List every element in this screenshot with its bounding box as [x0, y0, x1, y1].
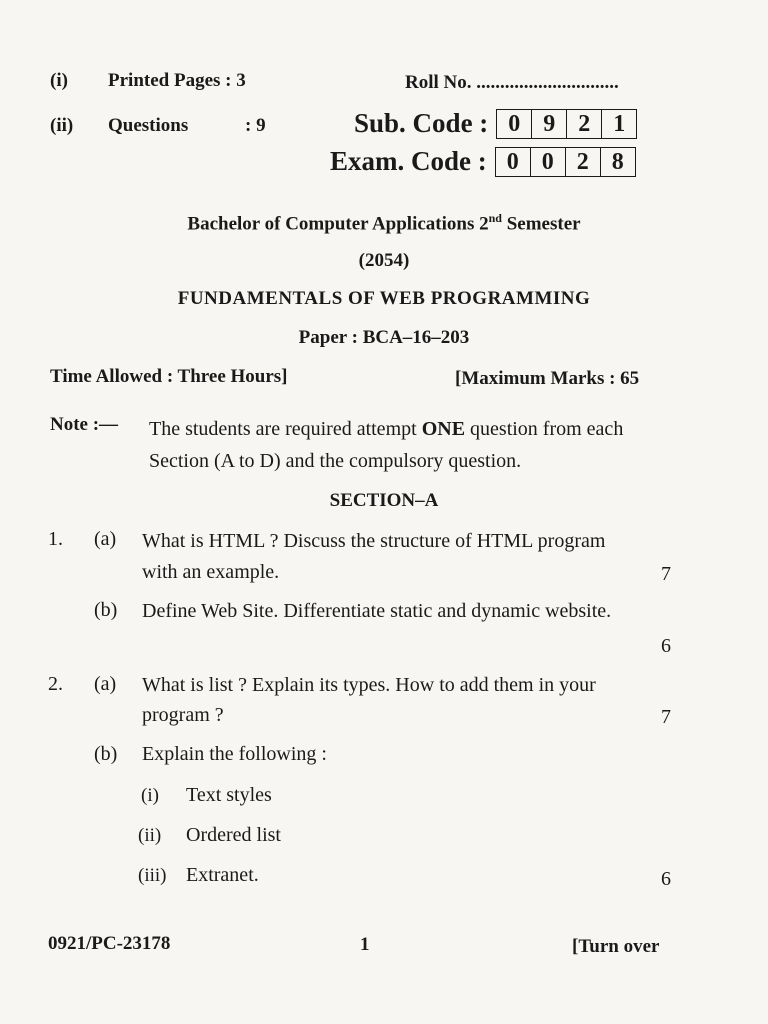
roll-no: Roll No. .............................. — [405, 72, 619, 93]
q1a-label: (a) — [94, 528, 117, 550]
footer-code: 0921/PC-23178 — [48, 933, 171, 954]
q2b-label: (b) — [94, 743, 118, 765]
sub-code-digit: 9 — [532, 110, 567, 138]
course-title: FUNDAMENTALS OF WEB PROGRAMMING — [177, 288, 591, 309]
exam-code-digit: 0 — [496, 148, 531, 176]
q2b-item-1-num: (i) — [141, 785, 159, 806]
note-text-bold: ONE — [421, 418, 466, 440]
q2b-item-3-num: (iii) — [138, 865, 167, 886]
q2b-item-1-text: Text styles — [186, 784, 272, 806]
q2b-item-2-text: Ordered list — [186, 824, 281, 846]
q1a-text-line-2: with an example. — [142, 561, 280, 583]
q2a-text-line-2: program ? — [142, 704, 224, 726]
sub-code-digit: 2 — [567, 110, 602, 138]
paper-code: Paper : BCA–16–203 — [298, 327, 470, 348]
note-text-before: The students are required attempt — [149, 418, 422, 440]
q1a-text-line-1: What is HTML ? Discuss the structure of HTML program — [142, 530, 606, 552]
exam-code-digit: 8 — [611, 148, 624, 175]
q1a-marks: 7 — [661, 563, 671, 585]
footer-page-number: 1 — [360, 934, 370, 955]
q1b-text: Define Web Site. Differentiate static and dynamic website. — [142, 600, 612, 622]
questions-value: : 9 — [245, 115, 266, 136]
q2b-item-2-num: (ii) — [138, 825, 162, 846]
q2a-text-line-1: What is list ? Explain its types. How to add them in your — [142, 674, 596, 696]
sub-code-label: Sub. Code : — [354, 108, 489, 138]
exam-code-digit: 0 — [531, 148, 566, 176]
time-allowed: Time Allowed : Three Hours] — [50, 366, 288, 387]
q2a-marks: 7 — [661, 706, 671, 728]
q2b-marks: 6 — [661, 868, 671, 890]
note-line-2: Section (A to D) and the compulsory question. — [149, 450, 522, 472]
sub-code — [354, 108, 637, 139]
exam-code-digit: 2 — [566, 148, 601, 176]
degree-suffix: Semester — [501, 213, 581, 235]
sub-code-digit: 0 — [497, 110, 532, 138]
sub-code-boxes — [496, 109, 637, 139]
exam-code — [330, 146, 636, 177]
course-code: (2054) — [358, 250, 410, 271]
q2-number: 2. — [48, 673, 63, 695]
max-marks: [Maximum Marks : 65 — [455, 368, 640, 389]
sub-code-digit: 1 — [613, 110, 626, 137]
questions-num: (ii) — [50, 115, 74, 136]
footer-turn-over: [Turn over — [572, 936, 660, 957]
degree-line — [0, 211, 768, 235]
exam-code-label: Exam. Code : — [330, 146, 487, 176]
q1b-label: (b) — [94, 599, 118, 621]
note-label: Note :— — [50, 414, 119, 435]
printed-pages-num: (i) — [50, 70, 68, 91]
section-a-heading: SECTION–A — [329, 490, 439, 511]
note-line-1 — [149, 418, 623, 441]
printed-pages: Printed Pages : 3 — [108, 70, 246, 91]
note-text-after: question from each — [465, 418, 624, 440]
q1b-marks: 6 — [661, 635, 671, 657]
questions-label: Questions — [108, 115, 189, 136]
q2b-item-3-text: Extranet. — [186, 864, 259, 886]
q2a-label: (a) — [94, 673, 117, 695]
q1-number: 1. — [48, 528, 63, 550]
q2b-text: Explain the following : — [142, 743, 327, 765]
degree-sup: nd — [488, 211, 502, 225]
degree-prefix: Bachelor of Computer Applications 2 — [187, 213, 489, 235]
exam-code-boxes — [495, 147, 636, 177]
